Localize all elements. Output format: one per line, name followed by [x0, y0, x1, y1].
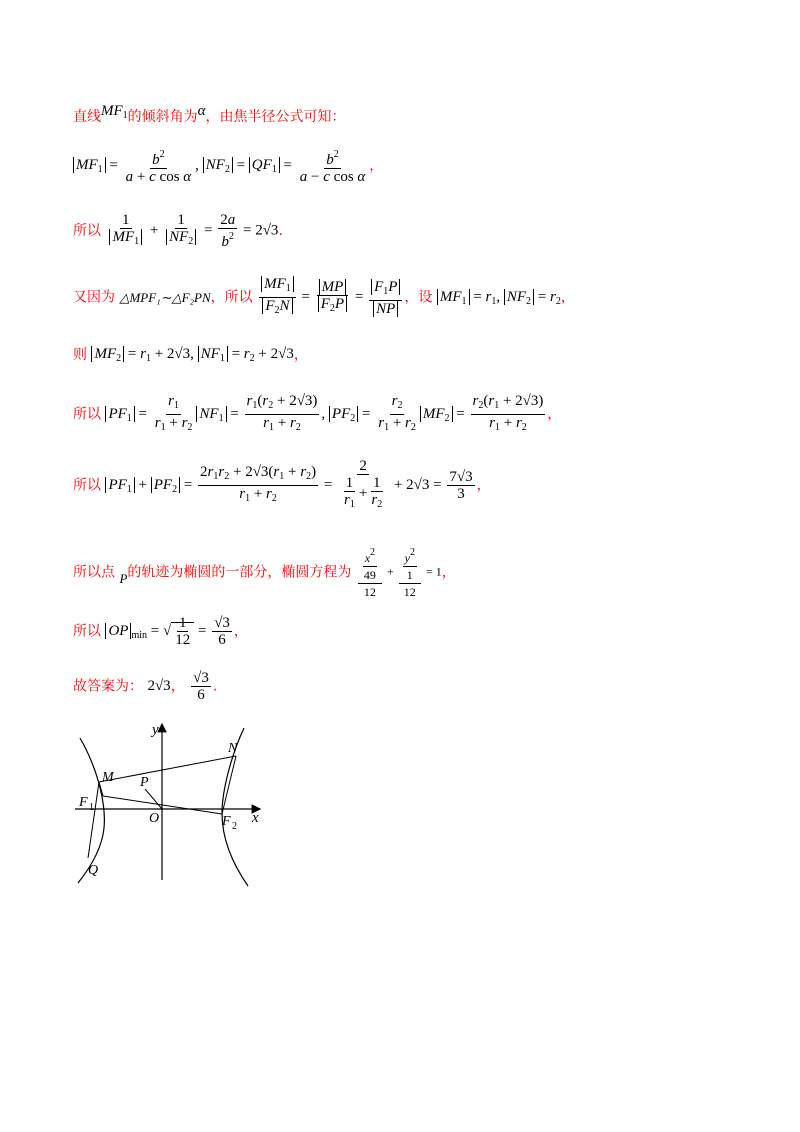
line-answer: 故答案为： 2√3， $\frac{√3}{6}$ . — [73, 670, 218, 703]
math-ratio: $\frac{MF_1}{F_2N}$ = $\frac{MP}{F_2P}$ = $\frac{F_1P}{NP}$ — [257, 276, 404, 319]
label-f1: F — [79, 795, 88, 810]
label-f1-sub: 1 — [89, 802, 94, 813]
math-answer-1: 2√3 — [147, 678, 171, 694]
math-mf1: $MF_1$ — [101, 103, 128, 121]
math-op-min: OP $_{min}$ = √ $\frac{1}{12}$ = $\frac{√3}{6}$ — [105, 615, 233, 648]
math-pf: $PF_1$ = $\frac{r_1}{r_1 + r_2}$ $NF_1$ = $\frac{r_1(r_2 + 2√3)}{r_1 + r_2}$ , $PF_2$ = $\frac{r_2}{r_1 + r_2}$ $MF_2$ = $\frac{r_2(r_1 + 2√3)}{r_1 + r_2}$ — [105, 393, 547, 436]
line-m-n — [99, 756, 236, 782]
math-point-p: P — [119, 570, 128, 586]
line-m-q — [88, 782, 99, 858]
label-p: P — [140, 775, 149, 790]
line-incline-angle: 直线$MF_1$的倾斜角为α，由焦半径公式可知： — [73, 103, 346, 125]
hyperbola-figure — [72, 718, 272, 888]
label-f2-sub: 2 — [232, 821, 237, 832]
line-n-f2 — [222, 756, 236, 814]
math-answer-2: $\frac{√3}{6}$ — [193, 670, 209, 703]
label-m: M — [102, 770, 114, 785]
line-then: 则 $MF_2 = r_1 + 2√3$, $NF_1 = r_2 + 2√3$， — [73, 346, 308, 364]
label-n: N — [228, 741, 238, 756]
math-pf-sum: $PF_1 + PF_2$ = $\frac{2r_1r_2 + 2√3(r_1 + r_2)}{r_1 + r_2}$ = 2 $\frac{1}{r_1}$ + $\frac{1}{r_2}$ + 2√3 = $\frac{7√3}{3}$ — [105, 458, 476, 513]
line-pf: 所以 $PF_1$ = $\frac{r_1}{r_1 + r_2}$ $NF_1$ = $\frac{r_1(r_2 + 2√3)}{r_1 + r_2}$ , $PF_2$ = $\frac{r_2}{r_1 + r_2}$ $MF_2$ = $\frac{r_2(r_1 + 2√3)}{r_1 + r_2}$ ， — [73, 393, 561, 436]
line-pf-sum: 所以 $PF_1 + PF_2$ = $\frac{2r_1r_2 + 2√3(r_1 + r_2)}{r_1 + r_2}$ = 2 $\frac{1}{r_1}$ + $\frac{1}{r_2}$ + 2√3 = $\frac{7√3}{3}$ ， — [73, 458, 491, 513]
line-ellipse: 所以点 P的轨迹为椭圆的一部分，椭圆方程为 $\frac{\frac{x^2}{49}}{12}$ + $\frac{\frac{y^2}{1}}{12}$ = 1， — [73, 547, 456, 599]
label-x: x — [252, 810, 259, 826]
line-p-o — [145, 789, 162, 809]
label-o: O — [149, 811, 160, 826]
math-reciprocal-sum: $\frac{1}{MF_1}$ + $\frac{1}{NF_2}$ = $\frac{2a}{b^2}$ = 2√3 — [105, 212, 278, 250]
math-alpha: α — [197, 103, 206, 119]
math-set-r: $MF_1 = r_1$, $NF_2 = r_2$ — [437, 289, 561, 307]
math-focal-radius: $MF_1$ = $\frac{b^2}{\text{a + c cos α}}$ , $NF_2 = QF_1$ = $\frac{b^2}{\text{a − c cos α}}$ — [73, 147, 369, 185]
line-reciprocal-sum: 所以 $\frac{1}{MF_1}$ + $\frac{1}{NF_2}$ = $\frac{2a}{b^2}$ = 2√3. — [73, 212, 283, 250]
label-f2: F — [222, 814, 231, 829]
label-q: Q — [88, 863, 99, 878]
math-similar: △MPF₁∼△F₂PN — [119, 289, 211, 305]
line-op-min: 所以 OP $_{min}$ = √ $\frac{1}{12}$ = $\frac{√3}{6}$ ， — [73, 615, 248, 648]
line-focal-radius: $MF_1$ = $\frac{b^2}{\text{a + c cos α}}$ , $NF_2 = QF_1$ = $\frac{b^2}{\text{a − c cos α}}$ ， — [73, 147, 383, 185]
label-y: y — [152, 722, 159, 738]
line-similar-triangles: 又因为 △MPF₁∼△F₂PN，所以 $\frac{MF_1}{F_2N}$ = $\frac{MP}{F_2P}$ = $\frac{F_1P}{NP}$ ，设 $MF_1 = r_1$, $NF_2 = r_2$， — [73, 276, 575, 319]
math-then: $MF_2 = r_1 + 2√3$, $NF_1 = r_2 + 2√3$ — [91, 346, 293, 364]
math-ellipse-eq: $\frac{\frac{x^2}{49}}{12}$ + $\frac{\frac{y^2}{1}}{12}$ = 1 — [356, 545, 442, 600]
